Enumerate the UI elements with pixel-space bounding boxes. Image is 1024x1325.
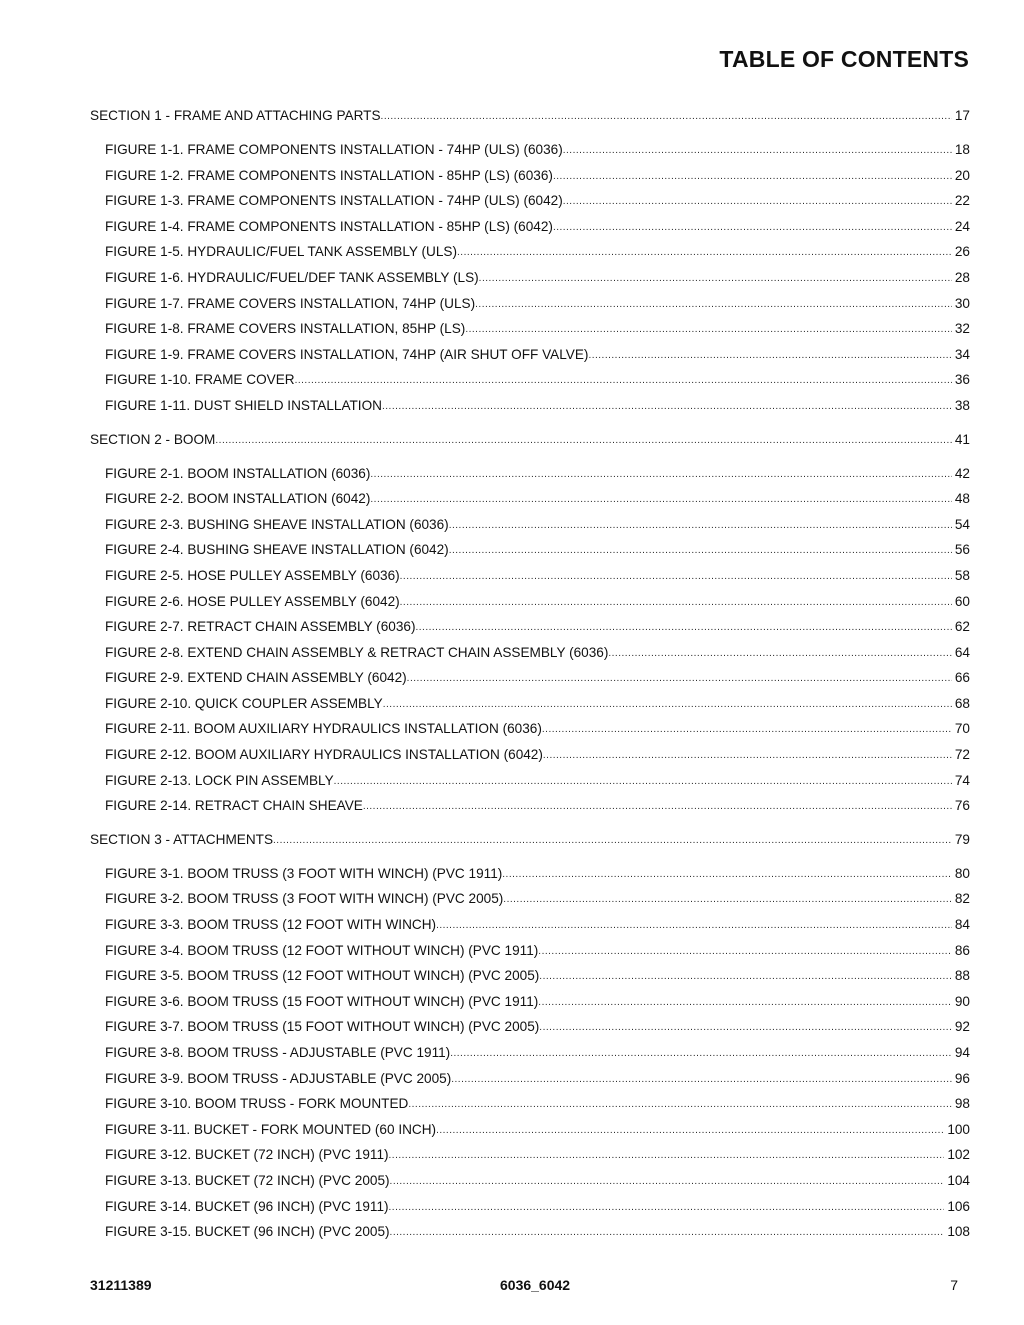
toc-entry-title: FIGURE 1-11. DUST SHIELD INSTALLATION <box>105 397 382 413</box>
toc-figure-entry[interactable] <box>90 321 970 347</box>
toc-entry-page-number: 108 <box>947 1224 970 1240</box>
dot-leader <box>539 1018 952 1033</box>
toc-figure-entry[interactable] <box>90 296 970 322</box>
toc-entry-page-number: 36 <box>954 372 970 388</box>
toc-figure-entry[interactable] <box>90 1045 970 1071</box>
dot-leader <box>390 1223 945 1238</box>
toc-entry-title: FIGURE 3-12. BUCKET (72 INCH) (PVC 1911) <box>105 1147 389 1163</box>
dot-leader <box>449 541 952 556</box>
toc-entry-page-number: 84 <box>954 917 970 933</box>
dot-leader <box>407 669 952 684</box>
toc-entry-page-number: 80 <box>954 865 970 881</box>
toc-entry-page-number: 82 <box>954 891 970 907</box>
toc-entry-title: FIGURE 2-7. RETRACT CHAIN ASSEMBLY (6036) <box>105 619 416 635</box>
toc-entry-title: FIGURE 3-4. BOOM TRUSS (12 FOOT WITHOUT WINCH) (PVC 1911) <box>105 942 539 958</box>
toc-entry-title: FIGURE 2-8. EXTEND CHAIN ASSEMBLY & RETRACT CHAIN ASSEMBLY (6036) <box>105 644 609 660</box>
toc-entry-page-number: 88 <box>954 968 970 984</box>
toc-entry-page-number: 38 <box>954 397 970 413</box>
toc-figure-entry[interactable] <box>90 866 970 892</box>
toc-figure-entry[interactable] <box>90 372 970 398</box>
toc-entry-title: FIGURE 3-11. BUCKET - FORK MOUNTED (60 INCH) <box>105 1121 437 1137</box>
toc-figure-entry[interactable] <box>90 1071 970 1097</box>
dot-leader <box>381 107 952 122</box>
dot-leader <box>273 831 952 846</box>
dot-leader <box>449 516 952 531</box>
toc-section-entry[interactable] <box>90 432 970 457</box>
toc-entry-title: FIGURE 3-5. BOOM TRUSS (12 FOOT WITHOUT WINCH) (PVC 2005) <box>105 968 540 984</box>
toc-entry-page-number: 24 <box>954 218 970 234</box>
toc-entry-page-number: 56 <box>954 542 970 558</box>
toc-entry-page-number: 30 <box>954 295 970 311</box>
dot-leader <box>563 141 952 156</box>
toc-entry-title: FIGURE 1-2. FRAME COMPONENTS INSTALLATION - 85HP (LS) (6036) <box>105 167 553 183</box>
toc-entry-title: FIGURE 2-1. BOOM INSTALLATION (6036) <box>105 465 371 481</box>
toc-entry-title: FIGURE 2-4. BUSHING SHEAVE INSTALLATION (6042) <box>105 542 449 558</box>
dot-leader <box>390 1172 945 1187</box>
toc-section-entry[interactable] <box>90 832 970 857</box>
toc-figure-entry[interactable] <box>90 917 970 943</box>
toc-entry-title: FIGURE 3-15. BUCKET (96 INCH) (PVC 2005) <box>105 1224 390 1240</box>
toc-entry-title: FIGURE 1-8. FRAME COVERS INSTALLATION, 85HP (LS) <box>105 321 466 337</box>
toc-entry-page-number: 76 <box>954 798 970 814</box>
toc-figure-entry[interactable] <box>90 747 970 773</box>
dot-leader <box>215 431 951 446</box>
toc-figure-entry[interactable] <box>90 244 970 270</box>
dot-leader <box>363 797 952 812</box>
dot-leader <box>475 295 952 310</box>
dot-leader <box>400 567 952 582</box>
toc-entry-title: FIGURE 2-6. HOSE PULLEY ASSEMBLY (6042) <box>105 593 400 609</box>
toc-entry-title: FIGURE 2-5. HOSE PULLEY ASSEMBLY (6036) <box>105 567 400 583</box>
toc-entry-page-number: 18 <box>954 142 970 157</box>
toc-figure-entry[interactable] <box>90 568 970 594</box>
toc-entry-page-number: 104 <box>947 1172 970 1188</box>
toc-figure-entry[interactable] <box>90 645 970 671</box>
toc-entry-page-number: 41 <box>954 431 970 447</box>
toc-figure-entry[interactable] <box>90 193 970 219</box>
toc-entry-title: FIGURE 1-3. FRAME COMPONENTS INSTALLATION - 74HP (ULS) (6042) <box>105 193 563 209</box>
toc-entry-title: FIGURE 1-10. FRAME COVER <box>105 372 295 388</box>
toc-entry-title: FIGURE 3-13. BUCKET (72 INCH) (PVC 2005) <box>105 1172 390 1188</box>
toc-figure-entry[interactable] <box>90 798 970 824</box>
toc-figure-entry[interactable] <box>90 542 970 568</box>
dot-leader <box>383 695 952 710</box>
toc-figure-entry[interactable] <box>90 1224 970 1250</box>
toc-entry-title: FIGURE 1-6. HYDRAULIC/FUEL/DEF TANK ASSEMBLY (LS) <box>105 269 479 285</box>
toc-entry-page-number: 17 <box>954 108 970 123</box>
toc-entry-page-number: 70 <box>954 721 970 737</box>
toc-entry-title: FIGURE 1-1. FRAME COMPONENTS INSTALLATION - 74HP (ULS) (6036) <box>105 142 563 157</box>
toc-entry-title: FIGURE 1-5. HYDRAULIC/FUEL TANK ASSEMBLY (ULS) <box>105 244 458 260</box>
dot-leader <box>400 593 952 608</box>
toc-figure-entry[interactable] <box>90 1019 970 1045</box>
toc-entry-page-number: 96 <box>954 1070 970 1086</box>
toc-entry-title: FIGURE 1-7. FRAME COVERS INSTALLATION, 74HP (ULS) <box>105 295 476 311</box>
dot-leader <box>479 269 952 284</box>
toc-entry-title: FIGURE 1-9. FRAME COVERS INSTALLATION, 74HP (AIR SHUT OFF VALVE) <box>105 346 589 362</box>
toc-section-entry[interactable] <box>90 108 970 133</box>
toc-figure-entry[interactable] <box>90 142 970 168</box>
footer-model: 6036_6042 <box>500 1277 571 1293</box>
toc-figure-entry[interactable] <box>90 347 970 373</box>
dot-leader <box>465 320 952 335</box>
toc-figure-entry[interactable] <box>90 168 970 194</box>
toc-entry-page-number: 102 <box>947 1147 970 1163</box>
toc-figure-entry[interactable] <box>90 943 970 969</box>
toc-entry-page-number: 98 <box>954 1096 970 1112</box>
toc-figure-entry[interactable] <box>90 1147 970 1173</box>
toc-figure-entry[interactable] <box>90 1173 970 1199</box>
toc-figure-entry[interactable] <box>90 891 970 917</box>
toc-entry-page-number: 74 <box>954 772 970 788</box>
dot-leader <box>389 1146 945 1161</box>
toc-entry-page-number: 64 <box>954 644 970 660</box>
toc-entry-title: FIGURE 2-3. BUSHING SHEAVE INSTALLATION (6036) <box>105 516 449 532</box>
toc-figure-entry[interactable] <box>90 1096 970 1122</box>
toc-figure-entry[interactable] <box>90 270 970 296</box>
toc-entry-page-number: 22 <box>954 193 970 209</box>
toc-figure-entry[interactable] <box>90 968 970 994</box>
toc-figure-entry[interactable] <box>90 219 970 245</box>
footer-page-number: 7 <box>950 1277 958 1293</box>
toc-figure-entry[interactable] <box>90 773 970 799</box>
dot-leader <box>450 1044 952 1059</box>
dot-leader <box>295 371 952 386</box>
dot-leader <box>543 746 952 761</box>
toc-figure-entry[interactable] <box>90 517 970 543</box>
dot-leader <box>553 218 952 233</box>
dot-leader <box>457 243 952 258</box>
dot-leader <box>415 618 951 633</box>
dot-leader <box>542 720 952 735</box>
toc-entry-page-number: 28 <box>954 269 970 285</box>
toc-entry-title: SECTION 3 - ATTACHMENTS <box>90 831 274 847</box>
toc-entry-page-number: 42 <box>954 465 970 481</box>
dot-leader <box>382 397 952 412</box>
toc-entry-page-number: 94 <box>954 1045 970 1060</box>
toc-entry-page-number: 62 <box>954 619 970 635</box>
toc-entry-title: FIGURE 3-14. BUCKET (96 INCH) (PVC 1911) <box>105 1198 389 1214</box>
toc-entry-title: FIGURE 2-14. RETRACT CHAIN SHEAVE <box>105 798 363 814</box>
toc-entry-title: SECTION 1 - FRAME AND ATTACHING PARTS <box>90 108 381 123</box>
dot-leader <box>436 1121 944 1136</box>
toc-figure-entry[interactable] <box>90 670 970 696</box>
dot-leader <box>408 1095 952 1110</box>
toc-entry-title: FIGURE 2-11. BOOM AUXILIARY HYDRAULICS INSTALLATION (6036) <box>105 721 542 737</box>
toc-entry-title: FIGURE 2-13. LOCK PIN ASSEMBLY <box>105 772 334 788</box>
toc-entry-title: FIGURE 2-9. EXTEND CHAIN ASSEMBLY (6042) <box>105 670 407 686</box>
dot-leader <box>539 967 952 982</box>
toc-entry-page-number: 106 <box>947 1198 970 1214</box>
dot-leader <box>553 167 952 182</box>
dot-leader <box>502 865 952 880</box>
dot-leader <box>370 490 951 505</box>
toc-entry-page-number: 20 <box>954 167 970 183</box>
toc-figure-entry[interactable] <box>90 491 970 517</box>
dot-leader <box>503 890 952 905</box>
toc-entry-page-number: 79 <box>954 831 970 847</box>
toc-entry-page-number: 54 <box>954 516 970 532</box>
toc-entry-page-number: 92 <box>954 1019 970 1035</box>
toc-figure-entry[interactable] <box>90 1122 970 1148</box>
toc-entry-page-number: 32 <box>954 321 970 337</box>
page-footer <box>90 1277 958 1297</box>
toc-figure-entry[interactable] <box>90 619 970 645</box>
toc-figure-entry[interactable] <box>90 994 970 1020</box>
dot-leader <box>436 916 952 931</box>
toc-entry-page-number: 26 <box>954 244 970 260</box>
toc-entry-title: FIGURE 3-2. BOOM TRUSS (3 FOOT WITH WINCH) (PVC 2005) <box>105 891 504 907</box>
dot-leader <box>334 772 952 787</box>
toc-figure-entry[interactable] <box>90 594 970 620</box>
toc-entry-page-number: 100 <box>947 1121 970 1137</box>
toc-figure-entry[interactable] <box>90 1199 970 1225</box>
toc-entry-title: FIGURE 2-12. BOOM AUXILIARY HYDRAULICS INSTALLATION (6042) <box>105 747 543 763</box>
toc-figure-entry[interactable] <box>90 721 970 747</box>
toc-entry-title: SECTION 2 - BOOM <box>90 431 216 447</box>
toc-entry-title: FIGURE 3-8. BOOM TRUSS - ADJUSTABLE (PVC 1911) <box>105 1045 451 1060</box>
toc-entry-page-number: 72 <box>954 747 970 763</box>
toc-entry-title: FIGURE 2-10. QUICK COUPLER ASSEMBLY <box>105 695 383 711</box>
page-title: TABLE OF CONTENTS <box>719 46 969 72</box>
dot-leader <box>451 1070 952 1085</box>
toc-entry-title: FIGURE 3-3. BOOM TRUSS (12 FOOT WITH WINCH) <box>105 917 437 933</box>
dot-leader <box>370 465 951 480</box>
toc-figure-entry[interactable] <box>90 398 970 424</box>
toc-entry-page-number: 86 <box>954 942 970 958</box>
dot-leader <box>563 192 952 207</box>
toc-entry-title: FIGURE 3-1. BOOM TRUSS (3 FOOT WITH WINCH) (PVC 1911) <box>105 865 503 881</box>
toc-entry-title: FIGURE 3-9. BOOM TRUSS - ADJUSTABLE (PVC 2005) <box>105 1070 452 1086</box>
toc-entry-page-number: 66 <box>954 670 970 686</box>
toc-entry-title: FIGURE 3-7. BOOM TRUSS (15 FOOT WITHOUT WINCH) (PVC 2005) <box>105 1019 540 1035</box>
toc-entry-page-number: 34 <box>954 346 970 362</box>
dot-leader <box>608 644 952 659</box>
toc-entry-title: FIGURE 1-4. FRAME COMPONENTS INSTALLATION - 85HP (LS) (6042) <box>105 218 553 234</box>
toc-entry-title: FIGURE 3-10. BOOM TRUSS - FORK MOUNTED <box>105 1096 409 1112</box>
toc-figure-entry[interactable] <box>90 466 970 492</box>
toc-entry-title: FIGURE 3-6. BOOM TRUSS (15 FOOT WITHOUT WINCH) (PVC 1911) <box>105 993 539 1009</box>
table-of-contents <box>90 108 970 1250</box>
dot-leader <box>538 993 952 1008</box>
toc-entry-title: FIGURE 2-2. BOOM INSTALLATION (6042) <box>105 491 371 507</box>
toc-entry-page-number: 60 <box>954 593 970 609</box>
footer-document-number: 31211389 <box>90 1277 152 1293</box>
dot-leader <box>389 1198 945 1213</box>
toc-entry-page-number: 90 <box>954 993 970 1009</box>
toc-figure-entry[interactable] <box>90 696 970 722</box>
dot-leader <box>538 942 952 957</box>
dot-leader <box>588 346 951 361</box>
toc-entry-page-number: 58 <box>954 567 970 583</box>
toc-entry-page-number: 48 <box>954 491 970 507</box>
toc-entry-page-number: 68 <box>954 695 970 711</box>
